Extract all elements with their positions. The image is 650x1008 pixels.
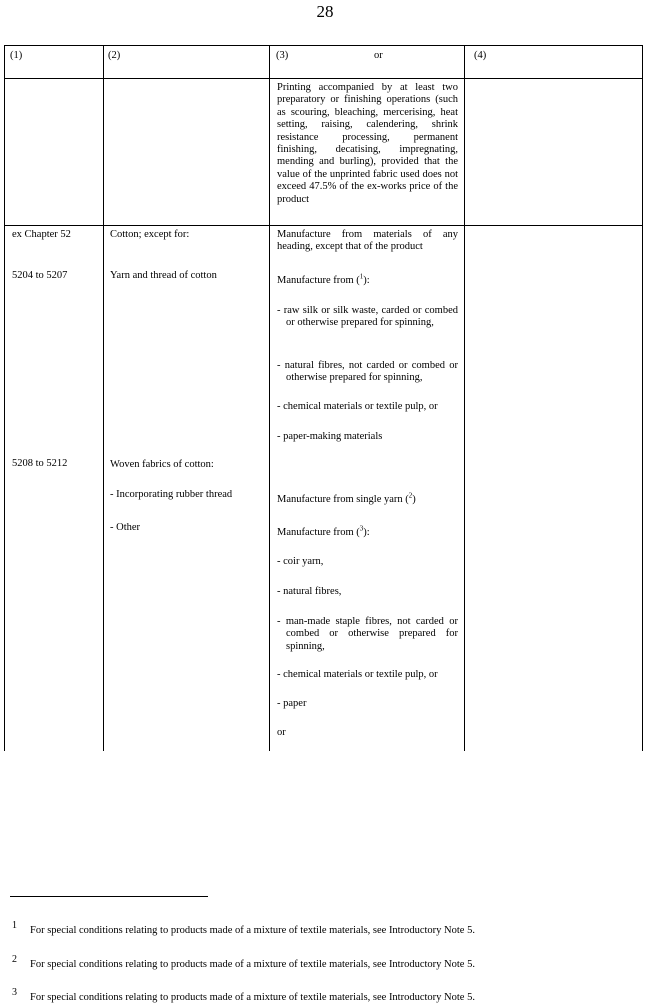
list-item: - man-made staple fibres, not carded or combed or otherwise prepared for spinning, [277, 616, 458, 652]
row-rule-yarn-intro [277, 272, 370, 287]
header-bottom-border [4, 78, 642, 79]
rule-text: Manufacture from ( [277, 527, 360, 538]
row-heading-yarn: 5204 to 5207 [12, 270, 68, 281]
footnote-text: For special conditions relating to products made of a mixture of textile materials, see Introductory Note 5. [30, 959, 475, 970]
column-header-3: (3) [276, 50, 289, 61]
table-right-border [642, 45, 643, 751]
list-item: - natural fibres, [277, 586, 342, 597]
row-description-woven: Woven fabrics of cotton: [110, 459, 214, 470]
row-description-chapter: Cotton; except for: [110, 229, 190, 240]
rule-text: Manufacture from ( [277, 275, 360, 286]
row-heading-woven: 5208 to 5212 [12, 458, 68, 469]
list-item: - chemical materials or textile pulp, or [277, 401, 438, 412]
list-item: - paper [277, 698, 307, 709]
list-item: - chemical materials or textile pulp, or [277, 669, 438, 680]
footnote-number: 3 [12, 987, 17, 998]
row-rule-chapter: Manufacture from materials of any heading, except that of the product [277, 229, 458, 253]
row-sub-rubber: - Incorporating rubber thread [110, 489, 233, 500]
row-description-yarn: Yarn and thread of cotton [110, 270, 217, 281]
rule-close: ): [363, 527, 370, 538]
list-item: - paper-making materials [277, 431, 383, 442]
column-divider-3 [464, 45, 465, 751]
column-header-1: (1) [10, 50, 23, 61]
column-divider-2 [269, 45, 270, 751]
row-rule-rubber [277, 491, 416, 506]
list-item: or [277, 727, 286, 738]
row-sub-other: - Other [110, 522, 141, 533]
row-heading-chapter: ex Chapter 52 [12, 229, 71, 240]
list-item: - coir yarn, [277, 556, 324, 567]
column-header-4: (4) [474, 50, 487, 61]
footnote-ref-2: 2 [408, 491, 413, 500]
column-header-or: or [374, 50, 383, 61]
row-divider [4, 225, 642, 226]
footnote-separator [10, 896, 208, 897]
footnote-ref-3: 3 [359, 524, 364, 533]
footnote-number: 1 [12, 920, 17, 931]
rule-text: Manufacture from single yarn ( [277, 494, 409, 505]
rule-close: ) [412, 494, 416, 505]
rule-close: ): [363, 275, 370, 286]
table-top-border [4, 45, 642, 46]
row-rule-other [277, 524, 370, 539]
column-divider-1 [103, 45, 104, 751]
footnote-text: For special conditions relating to products made of a mixture of textile materials, see Introductory Note 5. [30, 992, 475, 1003]
list-item: - raw silk or silk waste, carded or combed or otherwise prepared for spinning, [277, 305, 458, 329]
footnote-number: 2 [12, 954, 17, 965]
table-left-border [4, 45, 5, 751]
page-number: 28 [316, 2, 334, 21]
footnote-text: For special conditions relating to products made of a mixture of textile materials, see Introductory Note 5. [30, 925, 475, 936]
footnote-ref-1: 1 [359, 272, 364, 281]
column-header-2: (2) [108, 50, 121, 61]
printing-rule-text: Printing accompanied by at least two preparatory or finishing operations (such as scouring, bleaching, mercerising, heat setting, raising, calendering, shrink resistance processing, permanent finishing, decatising, impregnating, mending and burling), provided that the value of the unprinted fabric used does not exceed 47.5% of the ex-works price of the product [277, 82, 458, 205]
list-item: - natural fibres, not carded or combed or otherwise prepared for spinning, [277, 360, 458, 384]
